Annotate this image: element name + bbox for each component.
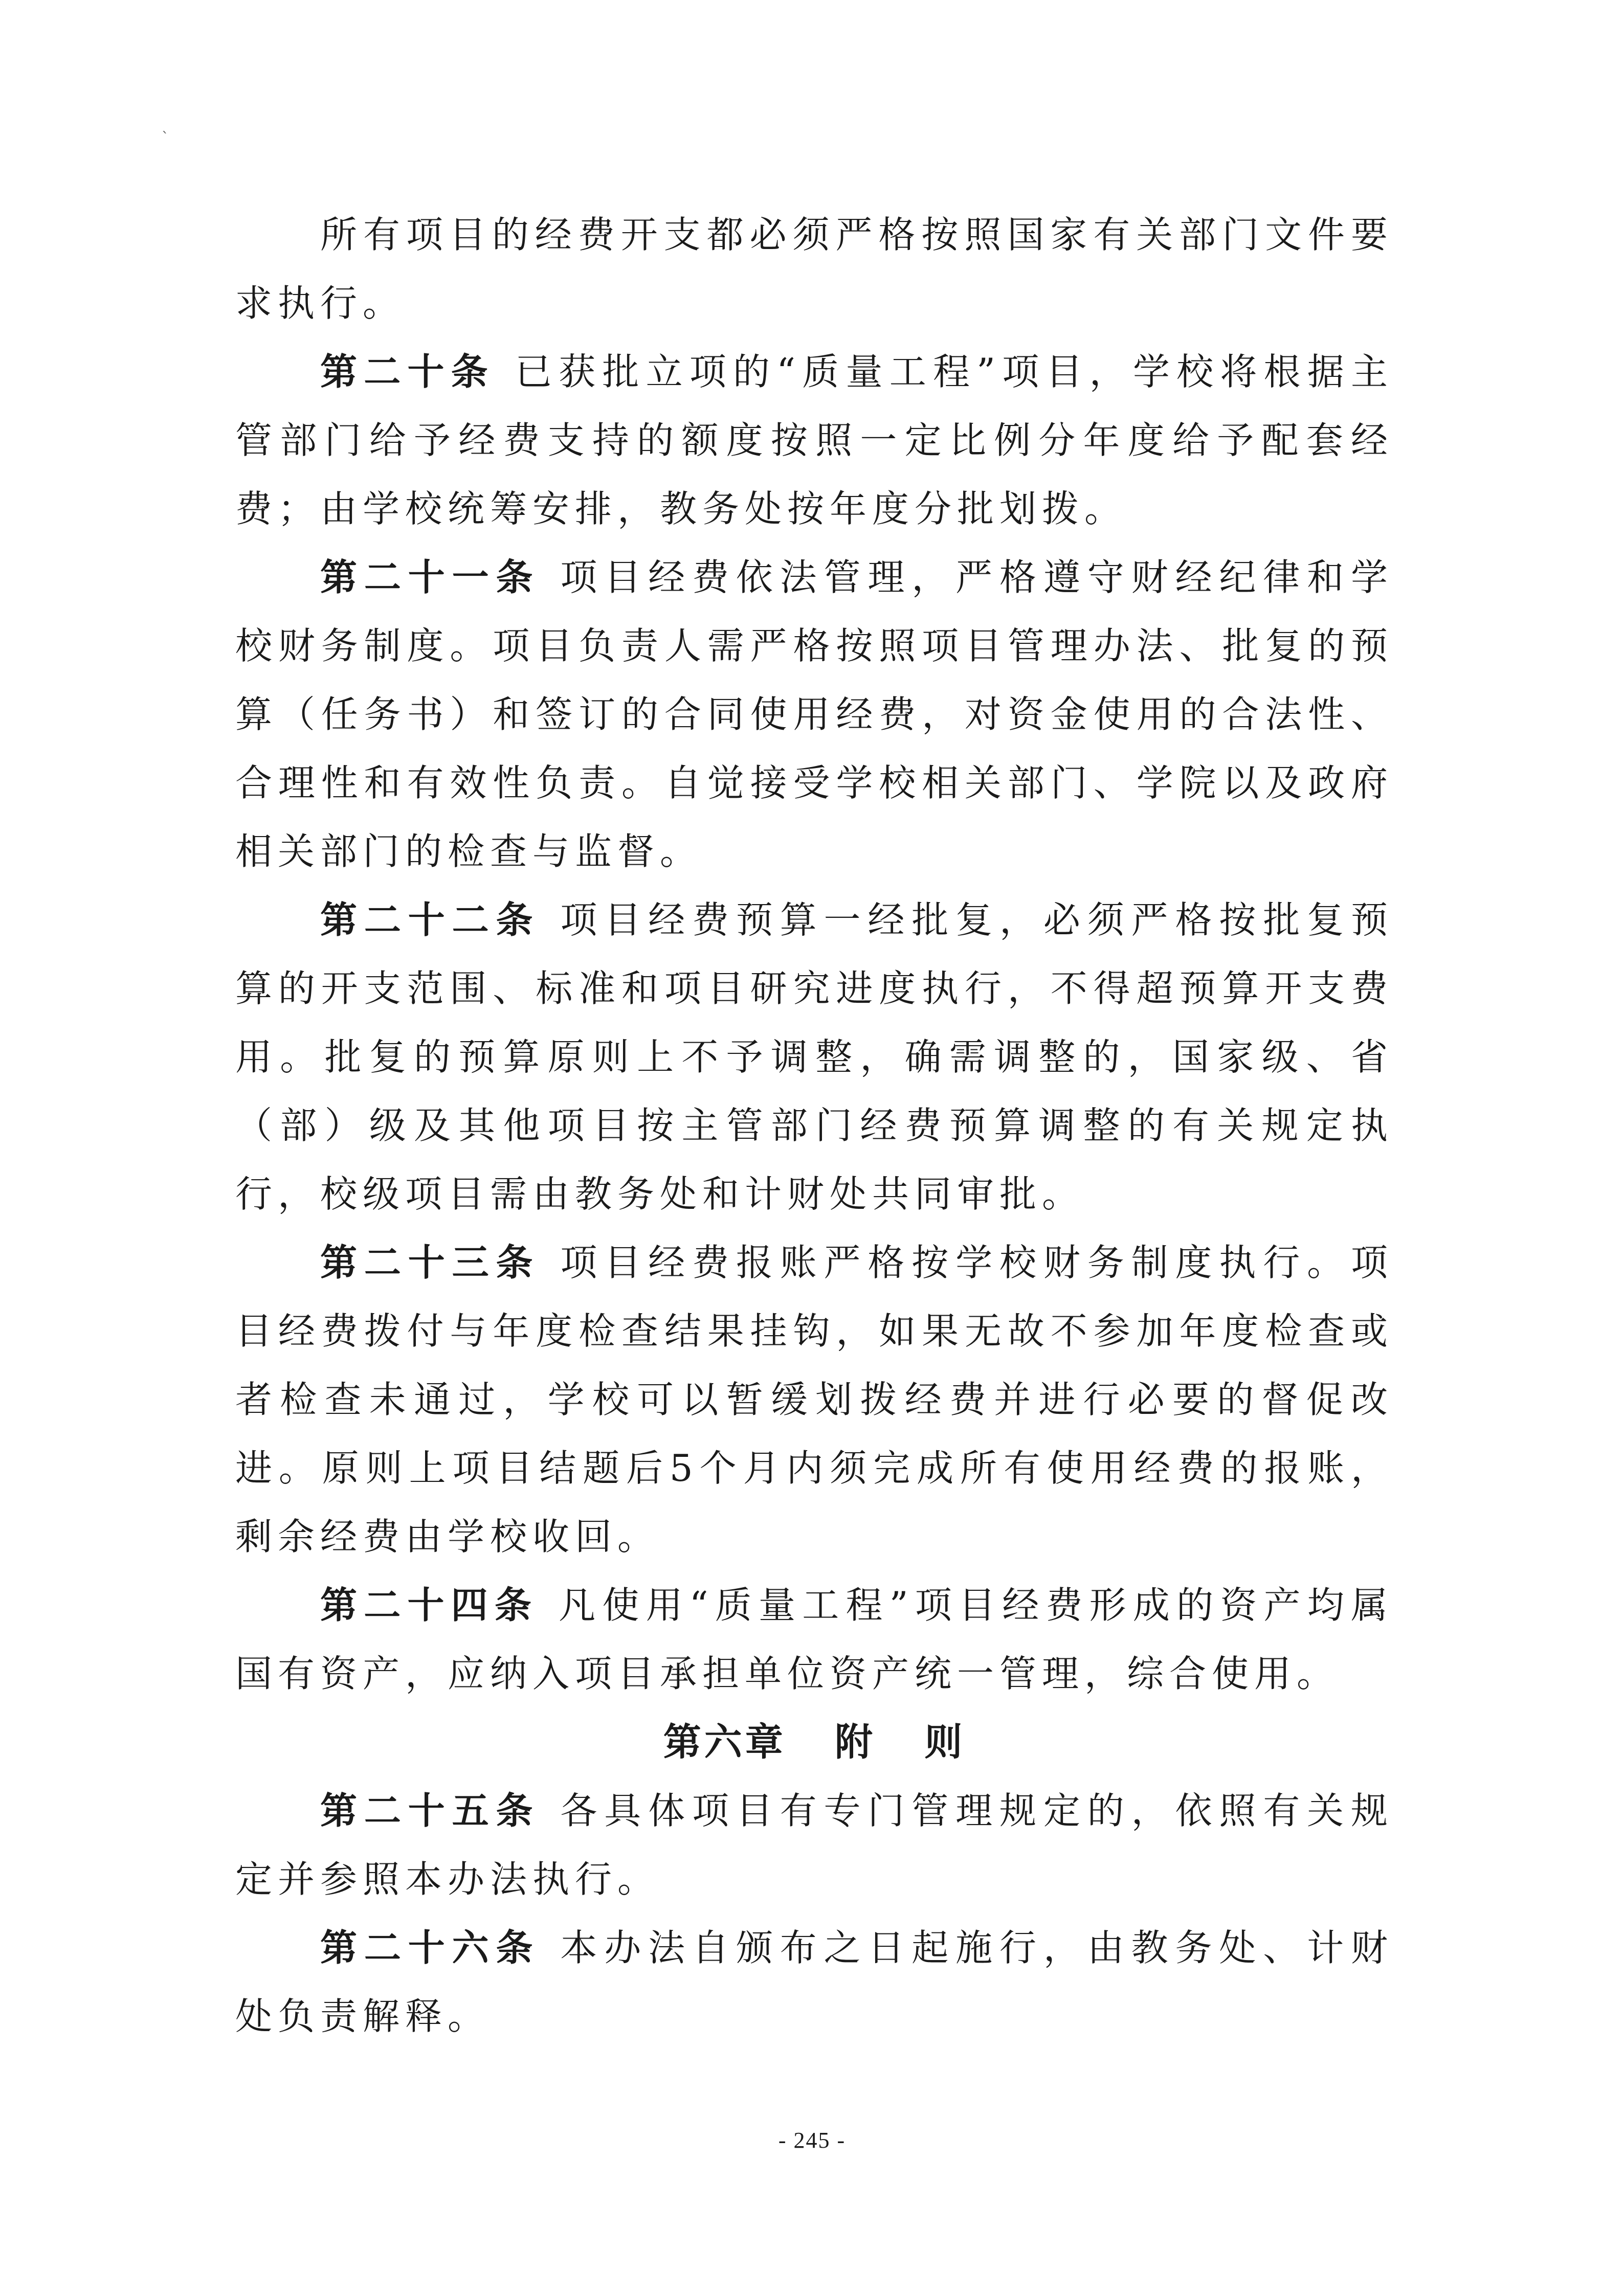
paragraph-text: 项目经费预算一经批复，必须严格按批复预算的开支范围、标准和项目研究进度执行，不得超预算开支费用。批复的预算原则上不予调整，确需调整的，国家级、省（部）级及其他项目按主管部门经费预算调整的有关规定执行，校级项目需由教务处和计财处共同审批。 (235, 898, 1393, 1215)
paragraph (235, 1228, 1393, 1571)
page-number: - 245 - (778, 2128, 846, 2153)
paragraph-text: 项目经费依法管理，严格遵守财经纪律和学校财务制度。项目负责人需严格按照项目管理办法、批复的预算（任务书）和签订的合同使用经费，对资金使用的合法性、合理性和有效性负责。自觉接受学校相关部门、学院以及政府相关部门的检查与监督。 (235, 556, 1393, 873)
paragraph (235, 543, 1393, 886)
corner-mark: ` (162, 129, 169, 146)
paragraph-text: 所有项目的经费开支都必须严格按照国家有关部门文件要求执行。 (235, 213, 1393, 325)
article-number: 第二十四条 (320, 1584, 539, 1627)
paragraph (235, 1776, 1393, 1914)
paragraph (235, 1914, 1393, 2051)
article-number: 第二十五条 (320, 1789, 540, 1832)
paragraph-text: 已获批立项的“质量工程”项目，学校将根据主管部门给予经费支持的额度按照一定比例分年度给予配套经费；由学校统筹安排，教务处按年度分批划拨。 (235, 350, 1393, 530)
paragraph-text: 本办法自颁布之日起施行，由教务处、计财处负责解释。 (235, 1926, 1393, 2038)
article-number: 第二十一条 (320, 556, 540, 599)
paragraph (235, 200, 1393, 337)
paragraph (235, 337, 1393, 543)
article-number: 第二十六条 (320, 1926, 540, 1969)
paragraph (235, 886, 1393, 1228)
article-number: 第二十条 (320, 350, 495, 393)
article-number: 第二十三条 (320, 1241, 540, 1284)
article-number: 第二十二条 (320, 898, 540, 941)
chapter-title: 第六章 附 则 (663, 1720, 966, 1764)
paragraph-text: 各具体项目有专门管理规定的，依照有关规定并参照本办法执行。 (235, 1789, 1393, 1901)
paragraph-text: 凡使用“质量工程”项目经费形成的资产均属国有资产，应纳入项目承担单位资产统一管理，综合使用。 (235, 1584, 1393, 1695)
paragraph-text: 项目经费报账严格按学校财务制度执行。项目经费拨付与年度检查结果挂钩，如果无故不参加年度检查或者检查未通过，学校可以暂缓划拨经费并进行必要的督促改进。原则上项目结题后5个月内须完成所有使用经费的报账，剩余经费由学校收回。 (235, 1241, 1393, 1558)
document-body (235, 200, 1393, 2051)
paragraph (235, 1571, 1393, 1708)
